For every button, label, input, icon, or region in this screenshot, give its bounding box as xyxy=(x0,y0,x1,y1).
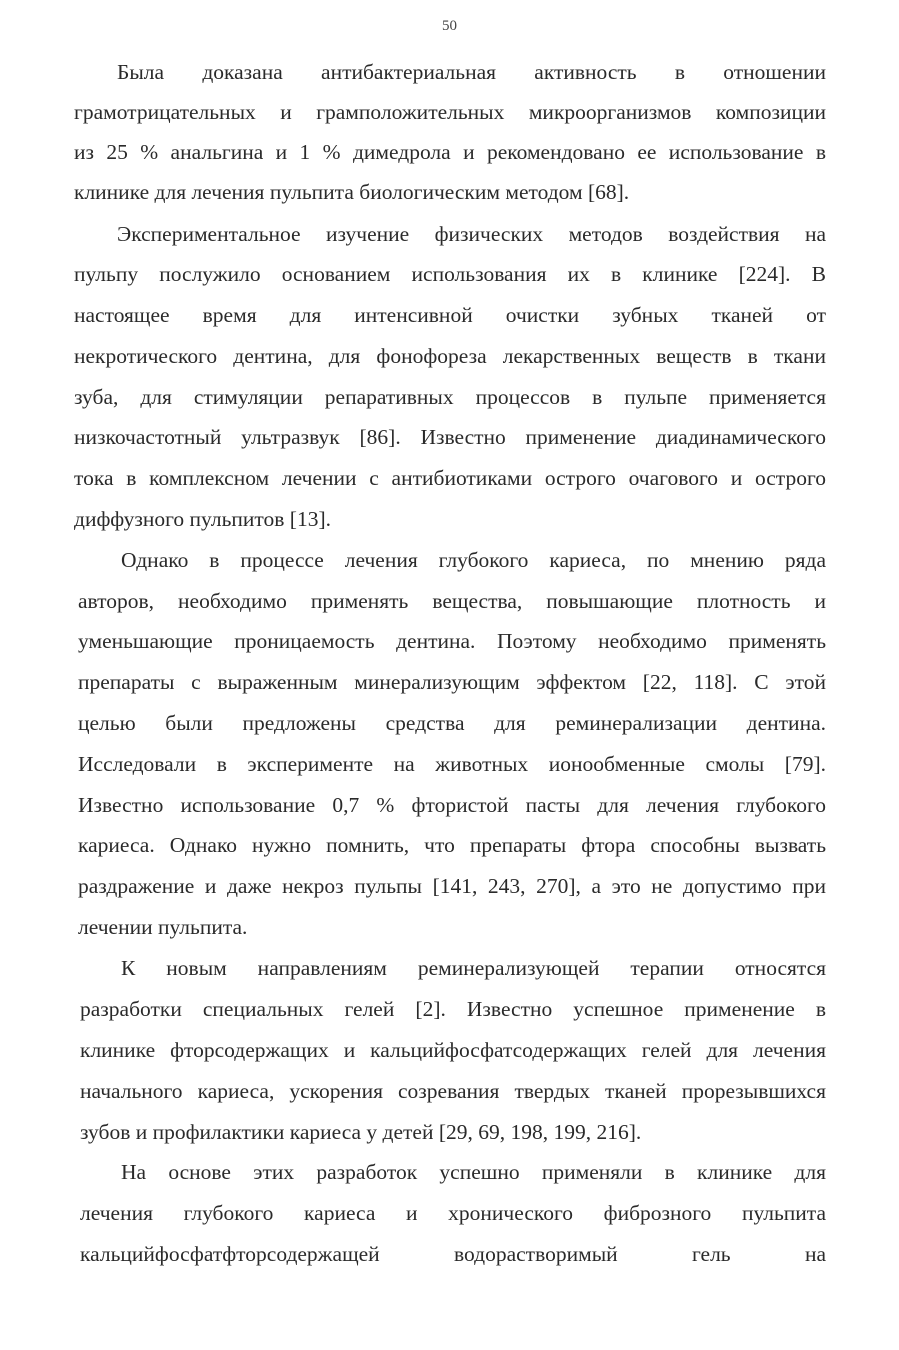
text-line: Однако в процессе лечения глубокого кариеса, по мнению ряда xyxy=(121,548,826,572)
text-line: Была доказана антибактериальная активность в отношении xyxy=(117,60,826,84)
text-line: клинике для лечения пульпита биологическим методом [68]. xyxy=(74,180,630,204)
text-line: зуба, для стимуляции репаративных процессов в пульпе применяется xyxy=(74,385,826,409)
text-line: Экспериментальное изучение физических методов воздействия на xyxy=(117,222,826,246)
text-line: разработки специальных гелей [2]. Известно успешное применение в xyxy=(80,997,826,1021)
text-line: препараты с выраженным минерализующим эффектом [22, 118]. С этой xyxy=(78,670,826,694)
text-line: раздражение и даже некроз пульпы [141, 243, 270], а это не допустимо при xyxy=(78,874,826,898)
text-line: грамотрицательных и грамположительных микроорганизмов композиции xyxy=(74,100,826,124)
text-line: К новым направлениям реминерализующей терапии относятся xyxy=(121,956,826,980)
text-line: зубов и профилактики кариеса у детей [29, 69, 198, 199, 216]. xyxy=(80,1120,642,1144)
text-line: настоящее время для интенсивной очистки зубных тканей от xyxy=(74,303,826,327)
text-line: авторов, необходимо применять вещества, повышающие плотность и xyxy=(78,589,826,613)
text-line: целью были предложены средства для реминерализации дентина. xyxy=(78,711,826,735)
text-line: начального кариеса, ускорения созревания твердых тканей прорезывшихся xyxy=(80,1079,826,1103)
page-number: 50 xyxy=(442,18,457,34)
text-line: из 25 % анальгина и 1 % димедрола и рекомендовано ее использование в xyxy=(74,140,826,164)
text-line: диффузного пульпитов [13]. xyxy=(74,507,331,531)
text-line: низкочастотный ультразвук [86]. Известно применение диадинамического xyxy=(74,425,826,449)
text-line: Известно использование 0,7 % фтористой пасты для лечения глубокого xyxy=(78,793,826,817)
text-line: Исследовали в эксперименте на животных ионообменные смолы [79]. xyxy=(78,752,826,776)
text-line: лечения глубокого кариеса и хронического фиброзного пульпита xyxy=(80,1201,826,1225)
text-line: уменьшающие проницаемость дентина. Поэтому необходимо применять xyxy=(78,629,826,653)
text-line: На основе этих разработок успешно применяли в клинике для xyxy=(121,1160,826,1184)
text-line: кариеса. Однако нужно помнить, что препараты фтора способны вызвать xyxy=(78,833,826,857)
text-line: некротического дентина, для фонофореза лекарственных веществ в ткани xyxy=(74,344,826,368)
text-line: лечении пульпита. xyxy=(78,915,248,939)
text-line: клинике фторсодержащих и кальцийфосфатсодержащих гелей для лечения xyxy=(80,1038,826,1062)
text-line: тока в комплексном лечении с антибиотиками острого очагового и острого xyxy=(74,466,826,490)
text-line: пульпу послужило основанием использования их в клинике [224]. В xyxy=(74,262,826,286)
text-line: кальцийфосфатфторсодержащей водорастворимый гель на xyxy=(80,1242,826,1266)
